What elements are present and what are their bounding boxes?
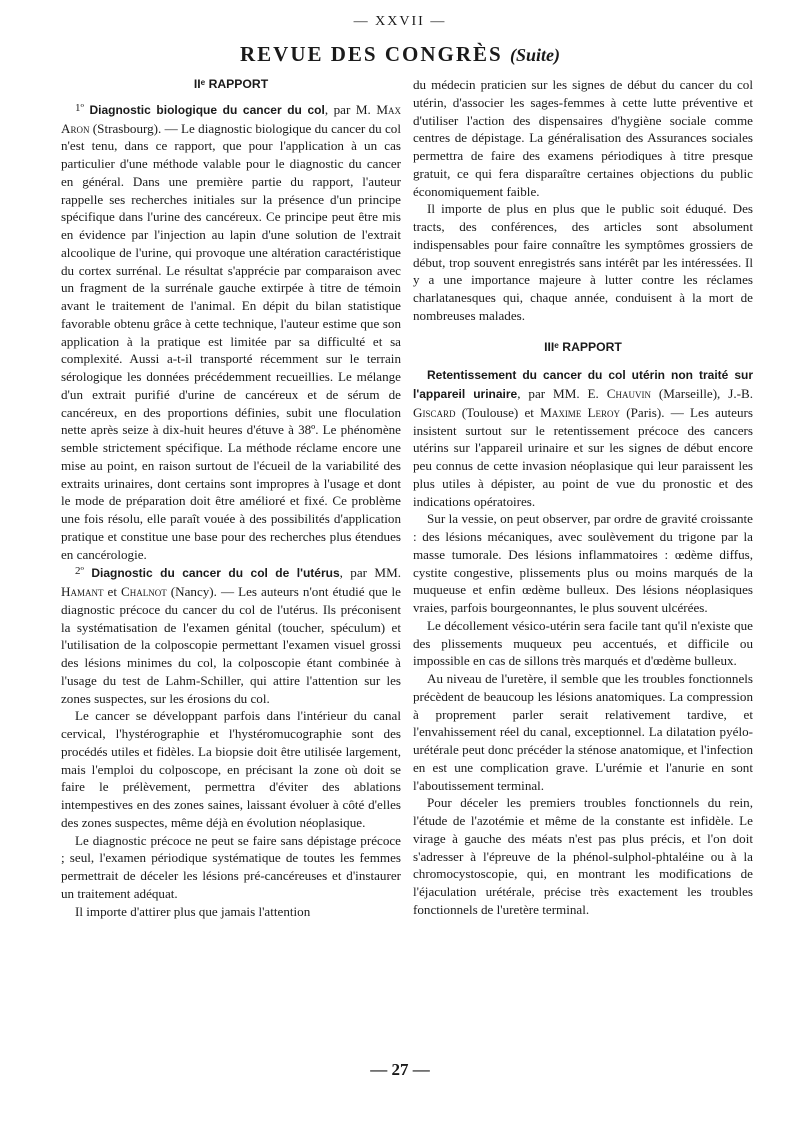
section-heading-3: IIIᵉ RAPPORT bbox=[544, 339, 622, 354]
right-column bbox=[413, 76, 753, 919]
paragraph: Il importe de plus en plus que le public soit éduqué. Des tracts, des conférences, des articles sont absolument indispensables pour faire connaître les symptômes grossiers de début, trop souvent enregistrés sans intérêt par les intéressées. Il y a une importance majeure à lutter contre les réclames charlatanesques qui, chaque année, conduisent à la mort de nombreuses malades. bbox=[413, 201, 753, 323]
page-number: — 27 — bbox=[370, 1060, 430, 1079]
title-suffix: (Suite) bbox=[509, 45, 560, 65]
byline: , par MM. E. bbox=[517, 386, 607, 401]
author-name: Maxime Leroy bbox=[540, 404, 621, 420]
byline-place: (Marseille), J.-B. bbox=[650, 386, 753, 401]
paragraph: Pour déceler les premiers troubles fonctionnels du rein, l'étude de l'azotémie et même de la constante est infidèle. Le virage à gauche des méats n'est pas plus précis, et l'on doit s'adresser à l'épreuve de la phénol-sulphol-phtaléine ou à la chromocystoscopie, qui, en montrant les modifications de l'éjaculation urétérale, précise très exactement les troubles fonctionnels de l'uretère terminal. bbox=[413, 795, 753, 917]
item-title: Diagnostic du cancer du col de l'utérus bbox=[91, 566, 340, 581]
paragraph: Le cancer se développant parfois dans l'intérieur du canal cervical, l'hystérographie et l'hystéromucographie sont des procédés utiles et fidèles. La biopsie doit être utilisée largement, mais l'emploi du colposcope, en précisant la zone où doit se faire le prélèvement, permettra d'éviter des ablations intempestives en des zones saines, laissant évoluer à côté d'elles des zones suspectes, même déjà en évolution néoplasique. bbox=[61, 708, 401, 830]
paragraph: Au niveau de l'uretère, il semble que les troubles fonctionnels précèdent de beaucoup les lésions anatomiques. La compression à proprement parler serait relativement tardive, et l'envahissement réel du canal, exceptionnel. La dilatation pyélo-urétérale peut donc précéder la sténose anatomique, et l'infection en est une complication grave. L'urémie et l'anurie en sont l'aboutissement terminal. bbox=[413, 671, 753, 793]
paragraph: Il importe d'attirer plus que jamais l'attention bbox=[75, 903, 311, 919]
page-title bbox=[0, 42, 800, 67]
paragraph: Le décollement vésico-utérin sera facile tant qu'il n'existe que des plissements muqueux peu accentués, et difficile ou impossible en cas de sillons très marqués et d'œdème bulleux. bbox=[413, 617, 753, 669]
byline: , par M. bbox=[324, 101, 377, 117]
author-name: Chauvin bbox=[606, 386, 651, 401]
item-number: 2º bbox=[75, 565, 84, 578]
item-title: Diagnostic biologique du cancer du col bbox=[89, 102, 325, 117]
title-main: REVUE DES CONGRÈS bbox=[240, 42, 503, 66]
paragraph: Sur la vessie, on peut observer, par ordre de gravité croissante : des lésions mécaniques, avec soulèvement du trigone par la masse tumorale. Des lésions inflammatoires : œdème diffus, cystite congestive, plissements plus ou moins marqués de la muqueuse et enfin œdème bulleux. Des lésions néoplasiques vraies, parfois bourgeonnantes, le plus souvent ulcérées. bbox=[413, 511, 753, 615]
byline: , par MM. bbox=[339, 565, 401, 581]
paragraph: Le diagnostic précoce ne peut se faire sans dépistage précoce ; seul, l'examen périodique systématique de toutes les femmes permettrait de déceler les lésions pré-cancéreuses et d'instaurer un traitement adéquat. bbox=[61, 832, 401, 901]
paragraph-text: (Paris). — Les auteurs insistent surtout sur le retentissement précoce des cancers utérins sur l'appareil urinaire et sur les signes de début encore peu connus de cette invasion néoplasique qui leur paraissent les plus utiles à dépister, au point de vue du pronostic et des indications opératoires. bbox=[413, 404, 753, 509]
roman-folio: — XXVII — bbox=[353, 14, 447, 29]
author-name: Hamant bbox=[61, 584, 104, 599]
paragraph-text: (Strasbourg). — Le diagnostic biologique du cancer du col n'est tenu, dans ce rapport, que pour l'application à un cas particulier d'une méthode valable pour le diagnostic du cancer en général. Dans une première partie du rapport, l'auteur rappelle ses recherches initiales sur la présence d'un principe spécifique dans l'urine des cancéreux. Ce principe peut être mis en évidence par l'injection au lapin d'une solution de l'extrait alcoolique de l'urine, qui provoque une altération caractéristique du cortex surrénal. Le résultat s'apprécie par comparaison avec un fragment de la surrénale gauche extirpée à titre de témoin avant le traitement de l'animal. En dépit du bilan statistique favorable obtenu grâce à cette technique, l'auteur estime que son application à la pratique est limitée par sa difficulté et sa complexité. Aussi a-t-il transporté récemment sur le terrain sérologique les données précédemment recueillies. Le mélange d'un extrait purifié d'urine de cancéreux et de sérum de cancéreux, en des proportions définies, subit une floculation nette après seize à dix-huit heures d'étuve à 38º. Le phénomène semble strictement spécifique. La méthode réclame encore une mise au point, en raison surtout de l'écueil de la variabilité des extraits urinaires, dont certains sont impropres à l'usage et dont le mode de préparation doit être amélioré et fixé. Ce problème une fois résolu, elle paraît vouée à des possibilités d'application pratique et constitue une base pour des recherches plus étendues en cancérologie. bbox=[61, 120, 401, 562]
paragraph-text: (Nancy). — Les auteurs n'ont étudié que le diagnostic précoce du cancer du col de l'utérus. Ils préconisent la systématisation de l'examen génital (toucher, spéculum) et l'utilisation de la colposcopie permettant l'examen visuel grossi des lésions minimes du col, la colposcopie étant combinée à l'usage du test de Lahm-Schiller, qui attire l'attention sur les zones suspectes, sur les érosions du col. bbox=[61, 584, 401, 706]
left-column bbox=[61, 76, 401, 920]
paragraph-hamant bbox=[61, 563, 401, 707]
item-title: Retentissement du cancer du col utérin non traité sur l'appareil urinaire bbox=[413, 368, 753, 401]
paragraph-chauvin bbox=[413, 366, 753, 510]
paragraph-continued: du médecin praticien sur les signes de début du cancer du col utérin, d'associer les sages-femmes à cette lutte préventive et d'utiliser l'action des dispensaires d'hygiène sociale comme centres de dépistage. La généralisation des Assurances sociales permettra de faire des examens périodiques à titre presque gratuit, ce qui fera disparaître certaines objections du public économiquement faible. bbox=[413, 77, 753, 199]
author-name: Chalnot bbox=[121, 584, 167, 599]
conjunction: et bbox=[103, 584, 121, 599]
paragraph-aron bbox=[61, 100, 401, 564]
author-name: Max Aron bbox=[61, 101, 401, 136]
item-number: 1º bbox=[75, 101, 84, 114]
section-heading-2: IIᵉ RAPPORT bbox=[193, 77, 269, 91]
author-name: Giscard bbox=[413, 404, 456, 420]
byline-place: (Toulouse) et bbox=[455, 404, 541, 420]
